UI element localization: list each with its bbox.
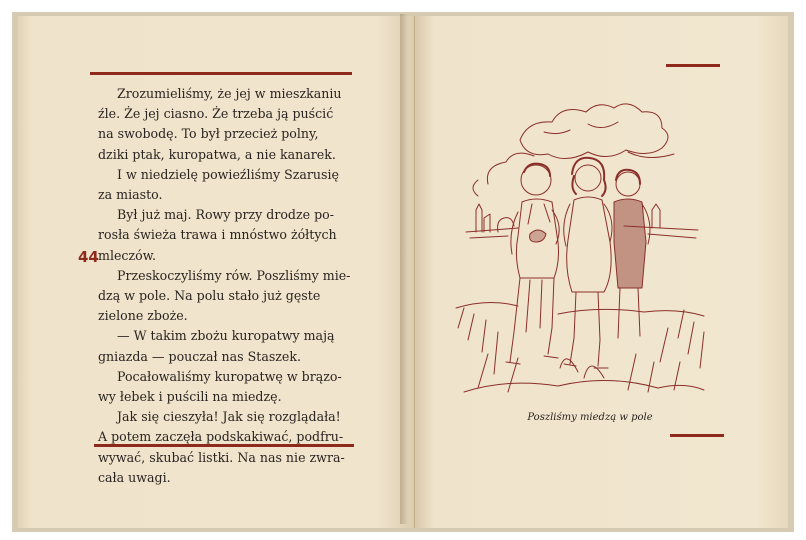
text-line: Pocałowaliśmy kuropatwę w brązo-	[117, 368, 342, 384]
cloud-shape	[520, 104, 668, 159]
text-line: Jak się cieszyła! Jak się rozglądała!	[117, 409, 341, 425]
paragraph	[98, 326, 360, 366]
illustration-children-walking	[448, 92, 710, 402]
paragraph	[98, 367, 360, 407]
horizon-line	[466, 226, 698, 232]
text-line: dzą w pole. Na polu stało już gęste	[98, 288, 321, 304]
paragraph	[98, 84, 360, 165]
text-line: cała uwagi.	[98, 469, 171, 485]
partridge-bird	[530, 230, 546, 242]
text-line: wy łebek i puścili na miedzę.	[98, 389, 282, 405]
text-line: zielone zboże.	[98, 308, 188, 324]
book-spine-shadow	[400, 14, 408, 524]
text-line: I w niedzielę powieźliśmy Szarusię	[117, 166, 339, 182]
right-top-rule	[666, 64, 720, 67]
text-line: A potem zaczęła podskakiwać, podfru-	[98, 429, 344, 445]
text-line: Był już maj. Rowy przy drodze po-	[117, 207, 334, 223]
text-line: Zrozumieliśmy, że jej w mieszkaniu	[117, 86, 342, 101]
second-boy-head	[616, 172, 640, 196]
text-line: dziki ptak, kuropatwa, a nie kanarek.	[98, 146, 336, 162]
text-line: rosła świeża trawa i mnóstwo żółtych	[98, 227, 337, 243]
paragraph	[98, 165, 360, 205]
illustration-caption: Poszliśmy miedzą w pole	[527, 412, 653, 423]
text-line: mleczów.	[98, 247, 156, 263]
paragraph	[98, 205, 360, 266]
text-line: za miasto.	[98, 187, 163, 203]
paragraph	[98, 266, 360, 327]
girl-head	[575, 165, 601, 191]
paragraph	[98, 407, 360, 488]
text-line: wywać, skubać listki. Na nas nie zwra-	[98, 449, 345, 465]
left-top-rule	[90, 72, 352, 75]
right-bottom-rule	[670, 434, 724, 437]
text-line: Przeskoczyliśmy rów. Poszliśmy mie-	[117, 267, 351, 283]
text-line: — W takim zbożu kuropatwy mają	[117, 328, 335, 344]
field-grass	[456, 302, 704, 316]
page-number: 44	[78, 248, 99, 266]
body-text	[98, 84, 360, 488]
text-line: źle. Że jej ciasno. Że trzeba ją puścić	[98, 106, 334, 122]
text-line: na swobodę. To był przecież polny,	[98, 126, 319, 142]
text-line: gniazda — pouczał nas Staszek.	[98, 348, 302, 364]
